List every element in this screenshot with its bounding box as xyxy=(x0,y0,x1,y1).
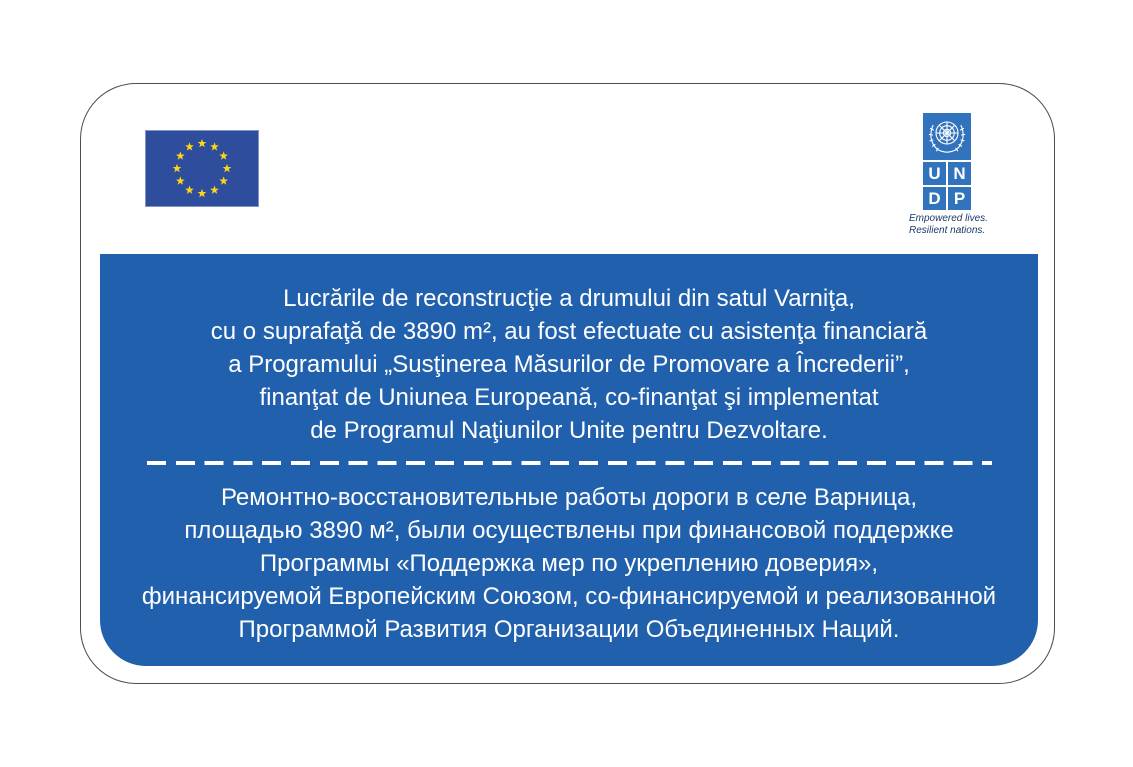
russian-line: Программы «Поддержка мер по укреплению доверия», xyxy=(259,550,879,577)
eu-flag-icon xyxy=(146,131,258,206)
russian-line: Программой Развития Организации Объединенных Наций. xyxy=(238,616,900,643)
undp-tagline xyxy=(909,213,1029,236)
undp-letters-row-top xyxy=(923,162,971,185)
romanian-line: a Programului „Susţinerea Măsurilor de Promovare a Încrederii”, xyxy=(228,351,910,378)
un-emblem-block xyxy=(923,113,971,160)
romanian-line: cu o suprafaţă de 3890 m², au fost efectuate cu asistenţa financiară xyxy=(210,318,928,345)
undp-letter: P xyxy=(948,187,971,210)
dashed-divider xyxy=(147,461,992,465)
undp-letter: N xyxy=(948,162,971,185)
un-emblem-icon xyxy=(923,113,971,160)
blue-text-panel xyxy=(100,254,1038,666)
signboard-card xyxy=(80,83,1055,684)
russian-text-block xyxy=(100,481,1038,646)
romanian-line: Lucrările de reconstrucţie a drumului din satul Varniţa, xyxy=(283,285,855,312)
undp-letters-row-bottom xyxy=(923,187,971,210)
russian-line: площадью 3890 м², были осуществлены при финансовой поддержке xyxy=(184,517,954,544)
russian-line: Ремонтно-восстановительные работы дороги в селе Варница, xyxy=(220,484,918,511)
russian-line: финансируемой Европейским Союзом, со-финансируемой и реализованной xyxy=(141,583,997,610)
undp-tagline-line2: Resilient nations. xyxy=(909,224,986,236)
undp-letter: D xyxy=(923,187,946,210)
romanian-line: finanţat de Uniunea Europeană, co-finanţat şi implementat xyxy=(259,384,879,411)
romanian-line: de Programul Naţiunilor Unite pentru Dezvoltare. xyxy=(310,417,828,444)
undp-tagline-line1: Empowered lives. xyxy=(909,213,988,224)
undp-logo xyxy=(923,113,971,212)
undp-letter: U xyxy=(923,162,946,185)
romanian-text-block xyxy=(100,254,1038,447)
